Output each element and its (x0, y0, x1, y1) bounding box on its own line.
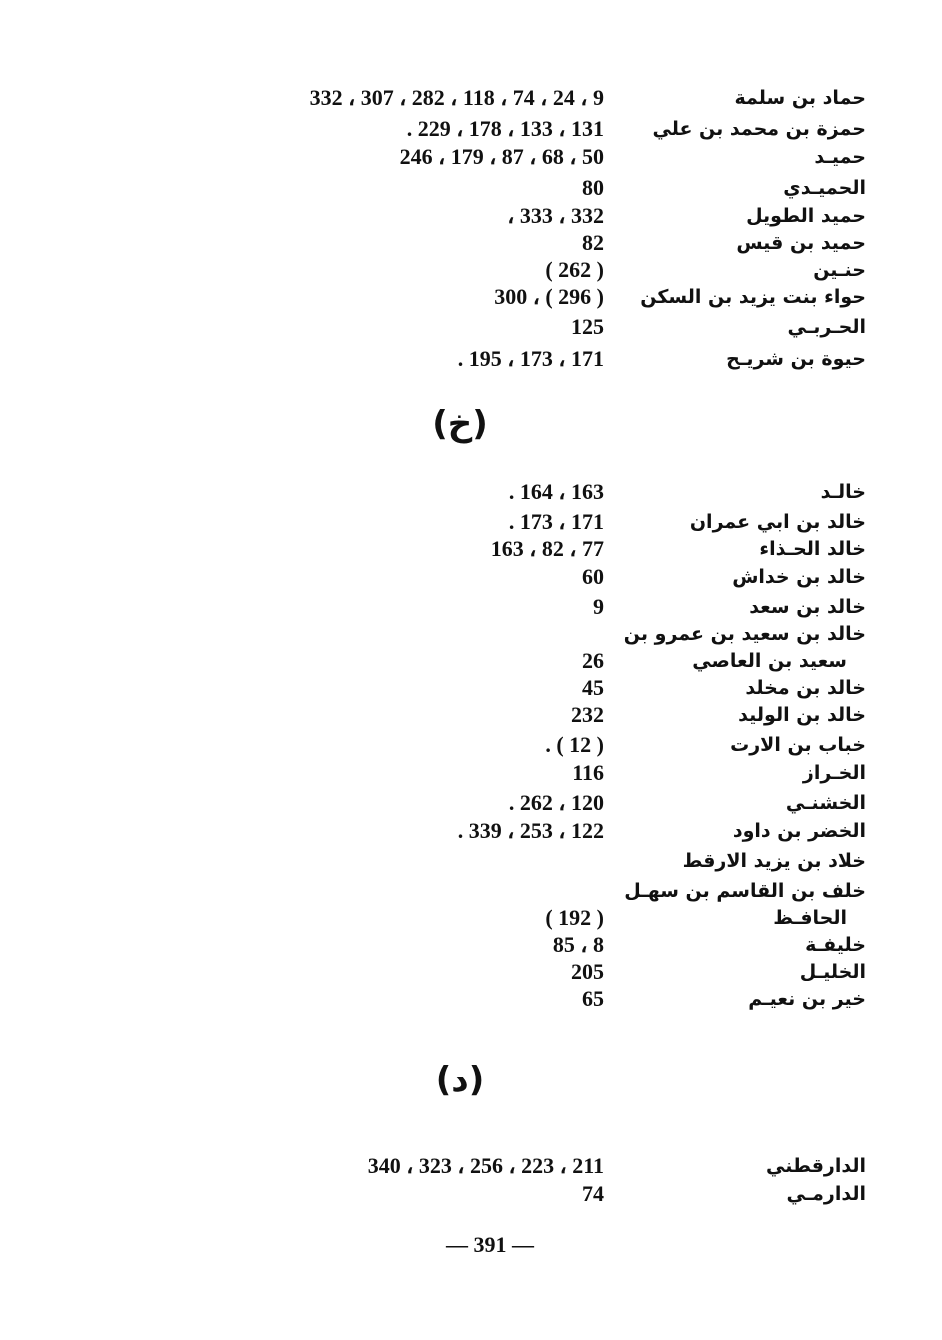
index-entry (0, 115, 942, 143)
entry-pages: . 164 ، 163 (508, 479, 604, 504)
entry-pages: 232 (571, 702, 604, 727)
entry-pages: 332 ، 307 ، 282 ، 118 ، 74 ، 24 ، 9 (309, 85, 604, 110)
entry-name: خلف بن القاسم بن سهـل (624, 880, 866, 902)
entry-pages: 246 ، 179 ، 87 ، 68 ، 50 (399, 144, 604, 169)
entry-pages: 300 ، ( 296 ) (494, 284, 604, 309)
entry-name: الخضر بن داود (732, 820, 866, 842)
entry-name: سعيد بن العاصي (692, 650, 847, 672)
index-entry (0, 1152, 942, 1180)
section-heading-dal: (د) (435, 1060, 485, 1100)
entry-pages: 65 (582, 986, 604, 1011)
entry-name: حنـين (813, 259, 866, 281)
entry-pages: 163 ، 82 ، 77 (490, 536, 604, 561)
entry-name: الحميـدي (783, 177, 866, 199)
index-entry (0, 202, 942, 230)
index-entry (0, 508, 942, 536)
entry-name: الخليـل (799, 961, 866, 983)
entry-name: خالد بن سعيد بن عمرو بن (623, 623, 866, 645)
entry-name: خلاد بن يزيد الارقط (682, 850, 866, 872)
index-entry (0, 789, 942, 817)
entry-name: خالد بن ابي عمران (689, 511, 866, 533)
entry-pages: . ( 12 ) (545, 732, 604, 757)
entry-pages: . 173 ، 171 (508, 509, 604, 534)
index-entry (0, 985, 942, 1013)
entry-name: حمزة بن محمد بن علي (652, 118, 866, 140)
index-entry (0, 958, 942, 986)
entry-name: حميـد (814, 146, 866, 168)
index-entry-continuation (0, 904, 942, 932)
entry-name: خالـد (820, 481, 866, 503)
entry-name: خالد بن خداش (732, 566, 866, 588)
index-entry (0, 283, 942, 311)
entry-pages: 340 ، 323 ، 256 ، 223 ، 211 (367, 1153, 604, 1178)
entry-name: خالد الحـذاء (759, 538, 866, 560)
entry-pages: 125 (571, 314, 604, 339)
entry-name: حميد بن قيس (736, 232, 866, 254)
section-heading-kha: (خ) (432, 404, 488, 444)
entry-pages: 85 ، 8 (552, 932, 604, 957)
index-entry (0, 817, 942, 845)
index-entry (0, 701, 942, 729)
index-entry (0, 620, 942, 648)
index-entry (0, 535, 942, 563)
entry-pages: 80 (582, 175, 604, 200)
index-entry (0, 478, 942, 506)
entry-name: خالد بن سعد (749, 596, 866, 618)
entry-pages: 116 (572, 760, 604, 785)
entry-name: الحافـظ (773, 907, 847, 929)
entry-pages: ، 333 ، 332 (507, 203, 604, 228)
entry-pages: 9 (593, 594, 604, 619)
index-entry (0, 563, 942, 591)
entry-name: حيوة بن شريـح (726, 348, 866, 370)
index-entry (0, 847, 942, 875)
page-number: — 391 — (446, 1232, 534, 1257)
entry-name: خالد بن مخلد (745, 677, 866, 699)
entry-pages: . 229 ، 178 ، 133 ، 131 (406, 116, 604, 141)
index-entry (0, 345, 942, 373)
entry-pages: 45 (582, 675, 604, 700)
index-entry (0, 143, 942, 171)
index-entry (0, 84, 942, 112)
entry-name: خليفـة (805, 934, 866, 956)
entry-pages: . 262 ، 120 (508, 790, 604, 815)
index-entry (0, 256, 942, 284)
index-entry (0, 174, 942, 202)
index-entry-continuation (0, 647, 942, 675)
entry-pages: ( 192 ) (545, 905, 604, 930)
index-entry (0, 674, 942, 702)
entry-pages: 60 (582, 564, 604, 589)
entry-name: حميد الطويل (746, 205, 866, 227)
index-entry (0, 229, 942, 257)
index-entry (0, 931, 942, 959)
entry-name: خباب بن الارت (730, 734, 866, 756)
index-entry (0, 759, 942, 787)
entry-pages: . 339 ، 253 ، 122 (457, 818, 604, 843)
entry-name: حماد بن سلمة (734, 87, 866, 109)
entry-pages: ( 262 ) (545, 257, 604, 282)
entry-pages: 26 (582, 648, 604, 673)
index-entry (0, 313, 942, 341)
entry-pages: 82 (582, 230, 604, 255)
entry-pages: 205 (571, 959, 604, 984)
entry-name: خير بن نعيـم (748, 988, 866, 1010)
entry-name: الخشنـي (785, 792, 866, 814)
entry-pages: 74 (582, 1181, 604, 1206)
entry-name: الحـربـي (787, 316, 866, 338)
entry-pages: . 195 ، 173 ، 171 (457, 346, 604, 371)
index-entry (0, 731, 942, 759)
index-entry (0, 1180, 942, 1208)
entry-name: خالد بن الوليد (738, 704, 866, 726)
index-entry (0, 877, 942, 905)
entry-name: الدارقطني (765, 1155, 866, 1177)
entry-name: الدارمـي (786, 1183, 866, 1205)
entry-name: حواء بنت يزيد بن السكن (640, 286, 866, 308)
index-entry (0, 593, 942, 621)
entry-name: الخـراز (802, 762, 866, 784)
